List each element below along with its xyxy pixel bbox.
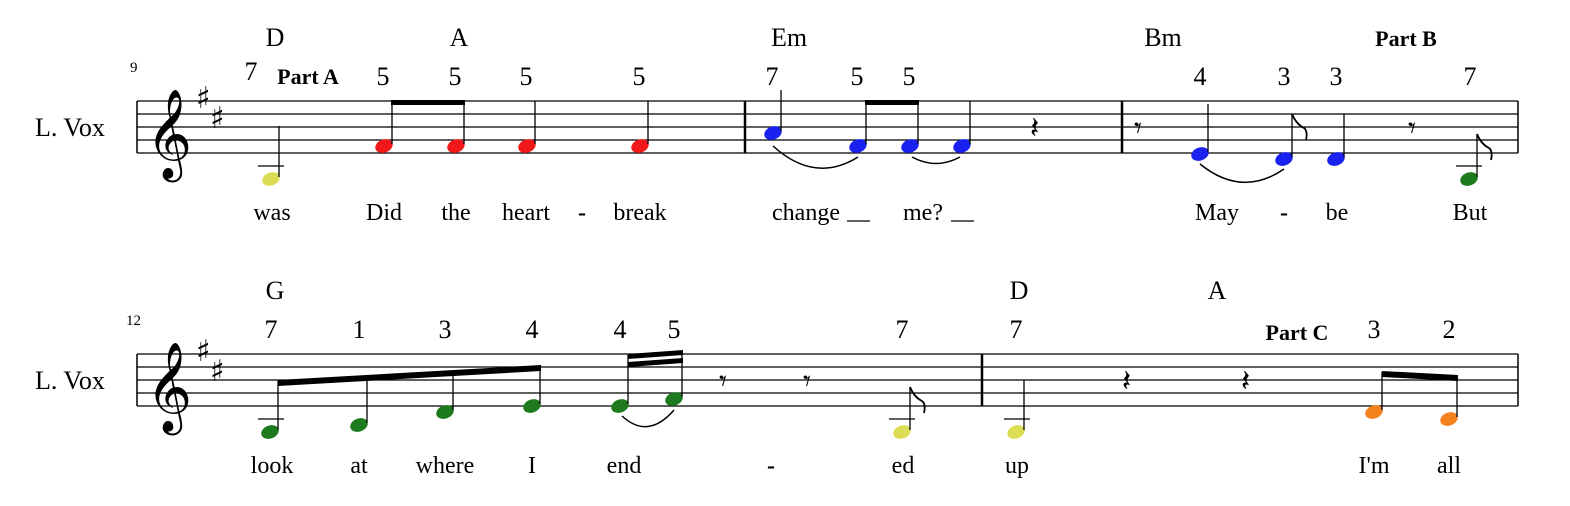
scale-degree: 7 xyxy=(1463,62,1477,91)
svg-text:♯: ♯ xyxy=(210,101,225,136)
scale-degree: 2 xyxy=(1442,315,1456,344)
system-2 xyxy=(35,276,1518,479)
rests xyxy=(719,364,1250,399)
instrument-label: L. Vox xyxy=(35,113,105,142)
svg-text:♯: ♯ xyxy=(196,81,211,116)
lyric: I xyxy=(528,453,536,479)
treble-clef-icon: 𝄞 xyxy=(146,89,193,179)
lyric-hyphen: - xyxy=(767,453,775,479)
note-heads xyxy=(258,90,1492,188)
scale-degree: 3 xyxy=(1329,62,1343,91)
quarter-rest-icon: 𝄽 xyxy=(1241,364,1251,399)
part-label: Part A xyxy=(277,64,339,89)
chord-symbol: D xyxy=(265,23,285,52)
lyric-hyphen: - xyxy=(578,200,586,226)
chord-symbol: Em xyxy=(770,23,808,52)
svg-text:♯: ♯ xyxy=(196,334,211,369)
scale-degree: 4 xyxy=(1193,62,1207,91)
lyric: where xyxy=(415,453,475,479)
scale-degree: 7 xyxy=(765,62,779,91)
instrument-label: L. Vox xyxy=(35,366,105,395)
note-heads xyxy=(258,350,1460,441)
part-label: Part B xyxy=(1375,26,1437,51)
lyric-hyphen: - xyxy=(1280,200,1288,226)
key-signature-sharps-icon xyxy=(196,81,225,136)
lyric: at xyxy=(350,453,368,479)
scale-degree: 5 xyxy=(850,62,864,91)
part-label: Part C xyxy=(1265,320,1329,345)
lyric: was xyxy=(253,200,291,226)
measure-number: 9 xyxy=(130,60,138,76)
lyric: all xyxy=(1437,453,1461,479)
rests xyxy=(1030,111,1416,146)
eighth-rest-icon: 𝄾 xyxy=(719,364,727,399)
lyric: end xyxy=(606,453,642,479)
lyric: Did xyxy=(366,200,402,226)
scale-degree: 5 xyxy=(448,62,462,91)
lyric: be xyxy=(1325,200,1349,226)
lyric: look xyxy=(250,453,294,479)
slur xyxy=(773,146,858,168)
lyric: the xyxy=(441,200,471,226)
lyric: me? xyxy=(903,200,943,226)
lyric: May xyxy=(1195,200,1239,226)
system-1 xyxy=(35,23,1518,226)
scale-degree: 1 xyxy=(352,315,366,344)
lyric: ed xyxy=(891,453,915,479)
lyric: break xyxy=(613,200,667,226)
treble-clef-icon: 𝄞 xyxy=(146,342,193,432)
chord-symbol: Bm xyxy=(1144,23,1182,52)
eighth-rest-icon: 𝄾 xyxy=(803,364,811,399)
eighth-rest-icon: 𝄾 xyxy=(1408,111,1416,146)
svg-text:♯: ♯ xyxy=(210,354,225,389)
scale-degree: 5 xyxy=(376,62,390,91)
quarter-rest-icon: 𝄽 xyxy=(1030,111,1040,146)
measure-number: 12 xyxy=(126,313,141,329)
slur xyxy=(1200,164,1284,182)
scale-degree: 7 xyxy=(1009,315,1023,344)
slur xyxy=(622,410,674,427)
chord-symbol: A xyxy=(1207,276,1227,305)
scale-degree: 4 xyxy=(525,315,539,344)
key-signature-sharps-icon xyxy=(196,334,225,389)
chord-symbol: A xyxy=(449,23,469,52)
lyric: I'm xyxy=(1358,453,1390,479)
scale-degree: 7 xyxy=(895,315,909,344)
scale-degree: 5 xyxy=(667,315,681,344)
eighth-rest-icon: 𝄾 xyxy=(1134,111,1142,146)
lyric: change xyxy=(772,200,840,226)
lyric: But xyxy=(1452,200,1488,226)
lyric: heart xyxy=(502,200,550,226)
scale-degree: 7 xyxy=(264,315,278,344)
chord-symbol: D xyxy=(1009,276,1029,305)
scale-degree: 3 xyxy=(1277,62,1291,91)
chord-symbol: G xyxy=(265,276,285,305)
quarter-rest-icon: 𝄽 xyxy=(1122,364,1132,399)
scale-degree: 5 xyxy=(519,62,533,91)
scale-degree: 4 xyxy=(613,315,627,344)
staff-lines xyxy=(137,101,1518,153)
scale-degree: 3 xyxy=(1367,315,1381,344)
tie xyxy=(912,157,960,164)
scale-degree: 5 xyxy=(632,62,646,91)
scale-degree: 5 xyxy=(902,62,916,91)
scale-degree: 7 xyxy=(244,57,258,86)
lyric: up xyxy=(1005,453,1029,479)
scale-degree: 3 xyxy=(438,315,452,344)
